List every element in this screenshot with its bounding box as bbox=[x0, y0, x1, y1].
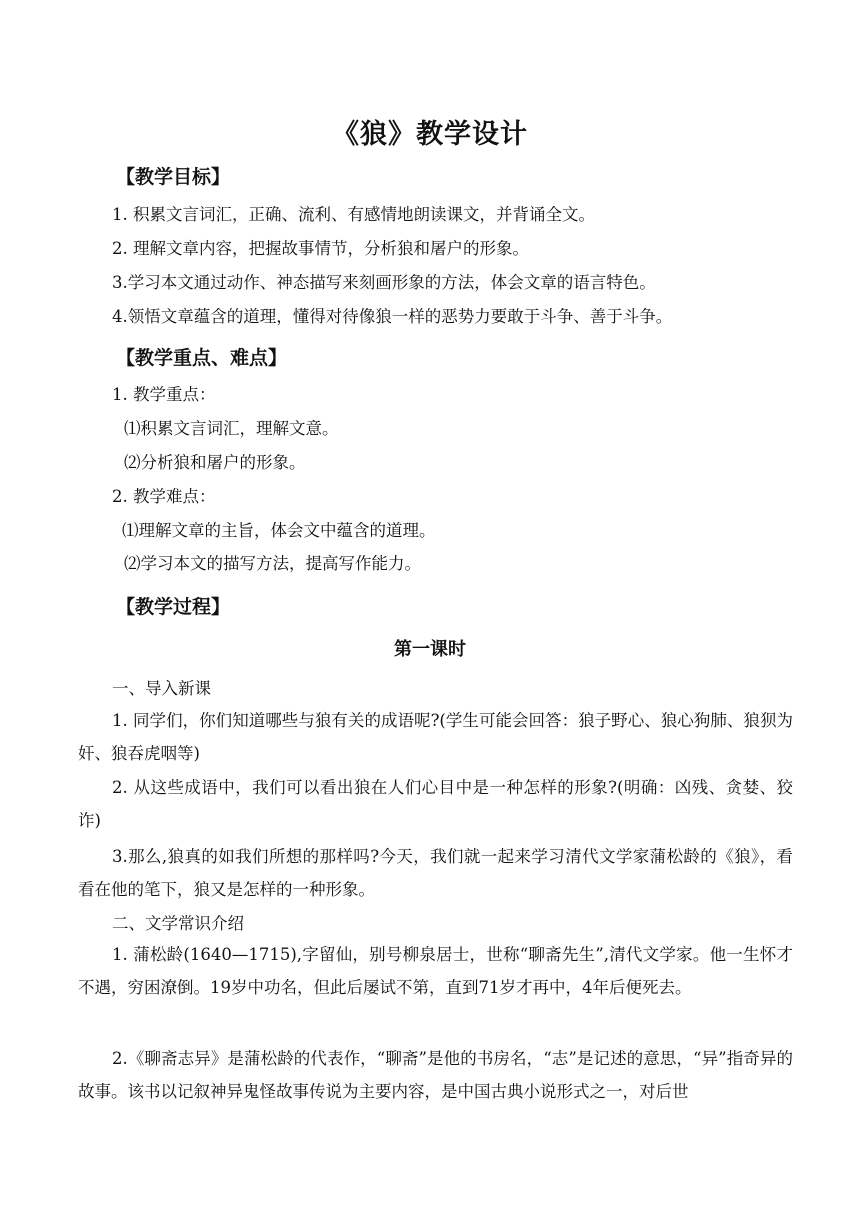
section-heading: 二、文学常识介绍 bbox=[112, 914, 244, 933]
goal-item: 2. 理解文章内容，把握故事情节，分析狼和屠户的形象。 bbox=[112, 239, 529, 258]
difficulty-item: ⑴理解文章的主旨，体会文中蕴含的道理。 bbox=[122, 521, 436, 540]
goal-item: 1. 积累文言词汇，正确、流利、有感情地朗读课文，并背诵全文。 bbox=[112, 205, 595, 224]
page-title: 《狼》教学设计 bbox=[332, 119, 528, 150]
paragraph: 1. 同学们，你们知道哪些与狼有关的成语呢?(学生可能会回答：狼子野心、狼心狗肺、狼狈为奸、狼吞虎咽等) bbox=[78, 711, 793, 763]
key-points-heading: 【教学重点、难点】 bbox=[116, 347, 288, 369]
goal-item: 4.领悟文章蕴含的道理，懂得对待像狼一样的恶势力要敢于斗争、善于斗争。 bbox=[112, 307, 673, 326]
paragraph: 2. 从这些成语中，我们可以看出狼在人们心目中是一种怎样的形象?(明确：凶残、贪婪、狡诈) bbox=[78, 778, 793, 830]
key-point-label: 1. 教学重点： bbox=[112, 385, 216, 404]
key-point-item: ⑴积累文言词汇，理解文意。 bbox=[124, 419, 339, 438]
difficulty-label: 2. 教学难点： bbox=[112, 487, 216, 506]
paragraph: 3.那么,狼真的如我们所想的那样吗?今天，我们就一起来学习清代文学家蒲松龄的《狼》，看看在他的笔下，狼又是怎样的一种形象。 bbox=[78, 847, 793, 899]
section-heading: 一、导入新课 bbox=[112, 679, 211, 698]
goals-heading: 【教学目标】 bbox=[116, 166, 231, 188]
paragraph: 1. 蒲松龄(1640—1715),字留仙，别号柳泉居士，世称“聊斋先生”,清代文学家。他一生怀才不遇，穷困潦倒。19岁中功名，但此后屡试不第，直到71岁才再中，4年后便死去。 bbox=[78, 945, 793, 997]
paragraph: 2.《聊斋志异》是蒲松龄的代表作，“聊斋”是他的书房名，“志”是记述的意思，“异”指奇异的故事。该书以记叙神异鬼怪故事传说为主要内容，是中国古典小说形式之一，对后世 bbox=[78, 1049, 793, 1101]
lesson-title: 第一课时 bbox=[394, 639, 466, 660]
difficulty-item: ⑵学习本文的描写方法，提高写作能力。 bbox=[124, 554, 421, 573]
goal-item: 3.学习本文通过动作、神态描写来刻画形象的方法，体会文章的语言特色。 bbox=[112, 273, 656, 292]
process-heading: 【教学过程】 bbox=[116, 596, 231, 618]
key-point-item: ⑵分析狼和屠户的形象。 bbox=[124, 453, 306, 472]
